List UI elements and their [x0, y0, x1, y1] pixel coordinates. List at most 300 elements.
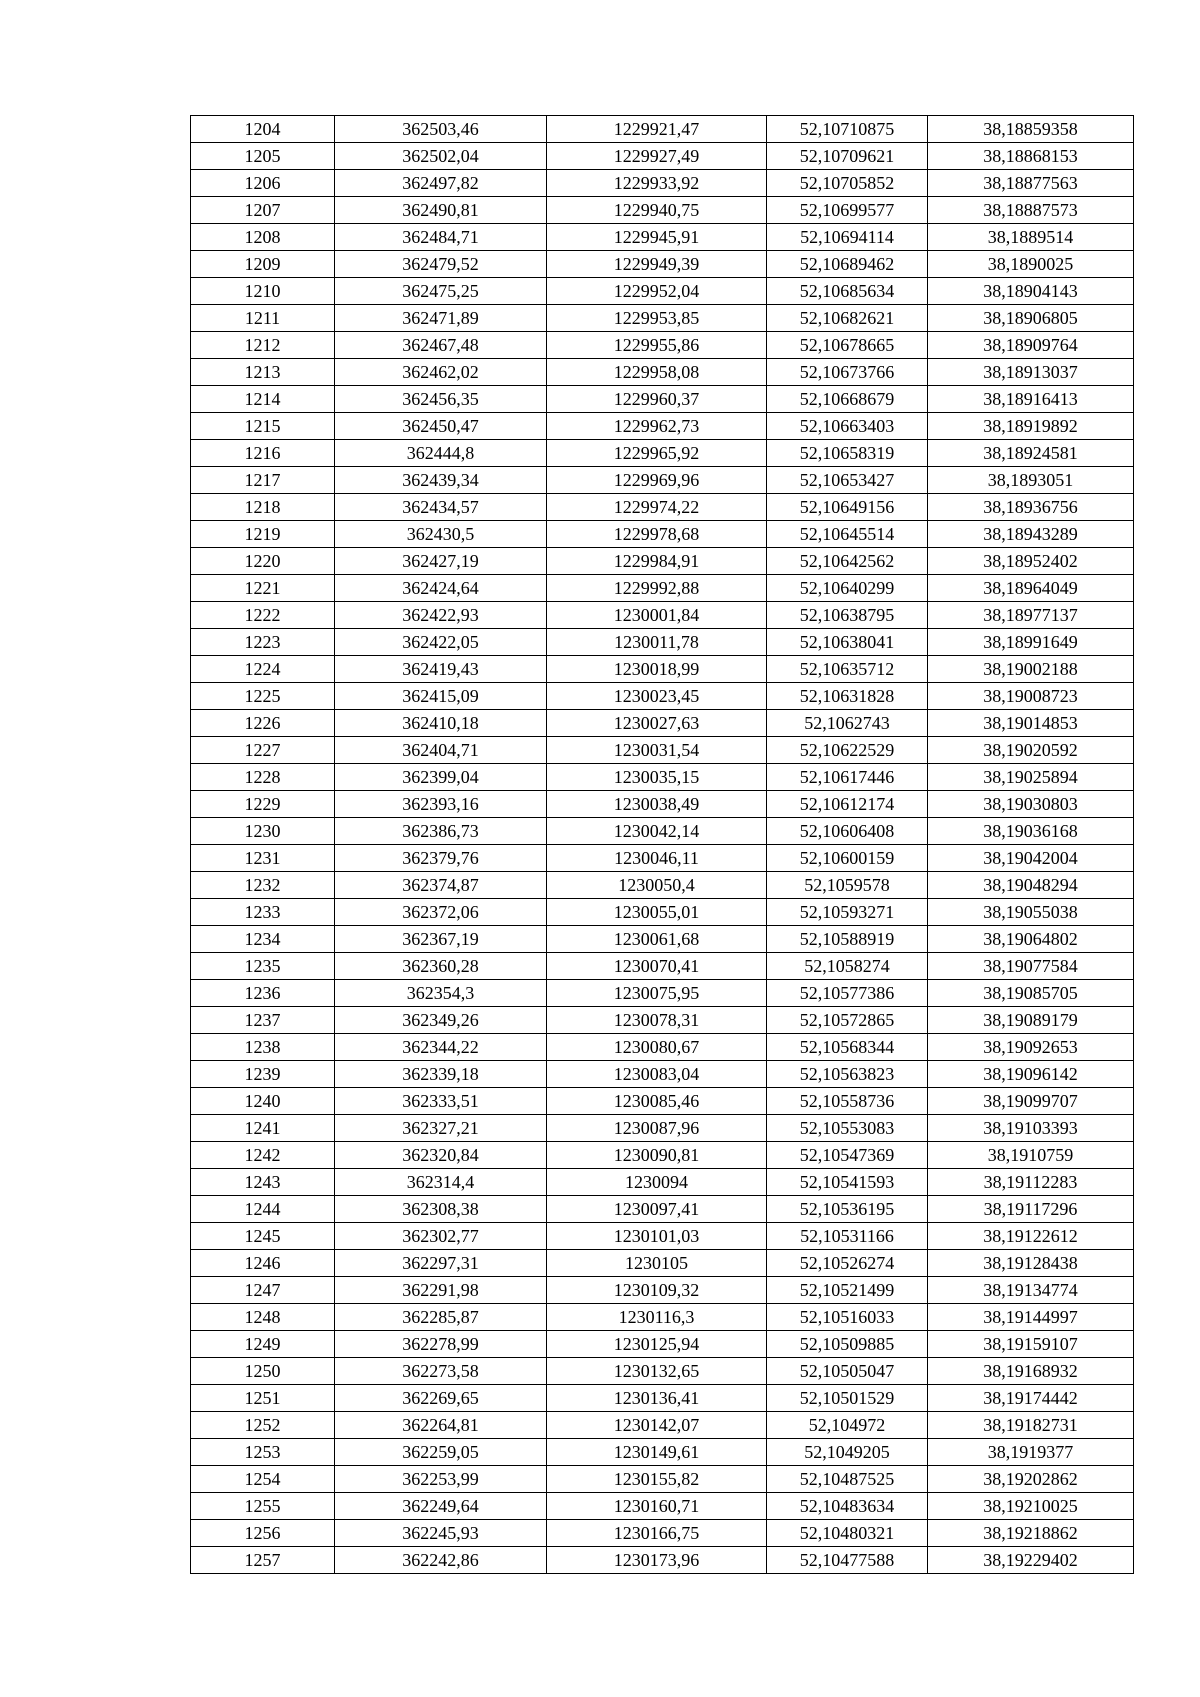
latitude-cell: 52,10617446	[767, 764, 928, 791]
latitude-cell: 52,10658319	[767, 440, 928, 467]
latitude-cell: 52,10663403	[767, 413, 928, 440]
x-coordinate-cell: 362410,18	[335, 710, 547, 737]
x-coordinate-cell: 362245,93	[335, 1520, 547, 1547]
y-coordinate-cell: 1229958,08	[547, 359, 767, 386]
table-row	[191, 1358, 1134, 1385]
latitude-cell: 52,10526274	[767, 1250, 928, 1277]
y-coordinate-cell: 1229940,75	[547, 197, 767, 224]
x-coordinate-cell: 362399,04	[335, 764, 547, 791]
table-row	[191, 1439, 1134, 1466]
longitude-cell: 38,19229402	[928, 1547, 1134, 1574]
table-row	[191, 899, 1134, 926]
longitude-cell: 38,18904143	[928, 278, 1134, 305]
longitude-cell: 38,19174442	[928, 1385, 1134, 1412]
x-coordinate-cell: 362450,47	[335, 413, 547, 440]
longitude-cell: 38,19002188	[928, 656, 1134, 683]
point-number-cell: 1210	[191, 278, 335, 305]
point-number-cell: 1220	[191, 548, 335, 575]
longitude-cell: 38,19096142	[928, 1061, 1134, 1088]
point-number-cell: 1204	[191, 116, 335, 143]
longitude-cell: 38,1919377	[928, 1439, 1134, 1466]
x-coordinate-cell: 362269,65	[335, 1385, 547, 1412]
table-row	[191, 143, 1134, 170]
x-coordinate-cell: 362503,46	[335, 116, 547, 143]
y-coordinate-cell: 1229945,91	[547, 224, 767, 251]
x-coordinate-cell: 362430,5	[335, 521, 547, 548]
x-coordinate-cell: 362415,09	[335, 683, 547, 710]
table-row	[191, 656, 1134, 683]
longitude-cell: 38,19202862	[928, 1466, 1134, 1493]
x-coordinate-cell: 362354,3	[335, 980, 547, 1007]
latitude-cell: 52,10645514	[767, 521, 928, 548]
point-number-cell: 1231	[191, 845, 335, 872]
table-row	[191, 980, 1134, 1007]
latitude-cell: 52,10505047	[767, 1358, 928, 1385]
latitude-cell: 52,10678665	[767, 332, 928, 359]
y-coordinate-cell: 1230075,95	[547, 980, 767, 1007]
table-row	[191, 224, 1134, 251]
table-row	[191, 1142, 1134, 1169]
point-number-cell: 1212	[191, 332, 335, 359]
y-coordinate-cell: 1230083,04	[547, 1061, 767, 1088]
y-coordinate-cell: 1230038,49	[547, 791, 767, 818]
y-coordinate-cell: 1229969,96	[547, 467, 767, 494]
latitude-cell: 52,10694114	[767, 224, 928, 251]
x-coordinate-cell: 362253,99	[335, 1466, 547, 1493]
x-coordinate-cell: 362242,86	[335, 1547, 547, 1574]
point-number-cell: 1241	[191, 1115, 335, 1142]
latitude-cell: 52,10635712	[767, 656, 928, 683]
y-coordinate-cell: 1230080,67	[547, 1034, 767, 1061]
point-number-cell: 1237	[191, 1007, 335, 1034]
table-row	[191, 197, 1134, 224]
y-coordinate-cell: 1229974,22	[547, 494, 767, 521]
y-coordinate-cell: 1229984,91	[547, 548, 767, 575]
latitude-cell: 52,10536195	[767, 1196, 928, 1223]
x-coordinate-cell: 362379,76	[335, 845, 547, 872]
point-number-cell: 1229	[191, 791, 335, 818]
table-row	[191, 1115, 1134, 1142]
y-coordinate-cell: 1230031,54	[547, 737, 767, 764]
table-row	[191, 251, 1134, 278]
point-number-cell: 1222	[191, 602, 335, 629]
x-coordinate-cell: 362264,81	[335, 1412, 547, 1439]
latitude-cell: 52,10521499	[767, 1277, 928, 1304]
point-number-cell: 1228	[191, 764, 335, 791]
table-row	[191, 1034, 1134, 1061]
y-coordinate-cell: 1230173,96	[547, 1547, 767, 1574]
table-row	[191, 683, 1134, 710]
table-row	[191, 1061, 1134, 1088]
point-number-cell: 1249	[191, 1331, 335, 1358]
point-number-cell: 1247	[191, 1277, 335, 1304]
y-coordinate-cell: 1230078,31	[547, 1007, 767, 1034]
y-coordinate-cell: 1230055,01	[547, 899, 767, 926]
longitude-cell: 38,18952402	[928, 548, 1134, 575]
longitude-cell: 38,19089179	[928, 1007, 1134, 1034]
x-coordinate-cell: 362367,19	[335, 926, 547, 953]
x-coordinate-cell: 362456,35	[335, 386, 547, 413]
table-row	[191, 602, 1134, 629]
latitude-cell: 52,10710875	[767, 116, 928, 143]
point-number-cell: 1226	[191, 710, 335, 737]
latitude-cell: 52,10531166	[767, 1223, 928, 1250]
latitude-cell: 52,10606408	[767, 818, 928, 845]
x-coordinate-cell: 362320,84	[335, 1142, 547, 1169]
longitude-cell: 38,1893051	[928, 467, 1134, 494]
x-coordinate-cell: 362333,51	[335, 1088, 547, 1115]
point-number-cell: 1219	[191, 521, 335, 548]
point-number-cell: 1251	[191, 1385, 335, 1412]
latitude-cell: 52,10668679	[767, 386, 928, 413]
y-coordinate-cell: 1230087,96	[547, 1115, 767, 1142]
x-coordinate-cell: 362424,64	[335, 575, 547, 602]
latitude-cell: 52,10682621	[767, 305, 928, 332]
y-coordinate-cell: 1230097,41	[547, 1196, 767, 1223]
point-number-cell: 1256	[191, 1520, 335, 1547]
y-coordinate-cell: 1230109,32	[547, 1277, 767, 1304]
point-number-cell: 1217	[191, 467, 335, 494]
point-number-cell: 1207	[191, 197, 335, 224]
point-number-cell: 1208	[191, 224, 335, 251]
y-coordinate-cell: 1230061,68	[547, 926, 767, 953]
y-coordinate-cell: 1230160,71	[547, 1493, 767, 1520]
longitude-cell: 38,18859358	[928, 116, 1134, 143]
x-coordinate-cell: 362360,28	[335, 953, 547, 980]
y-coordinate-cell: 1230132,65	[547, 1358, 767, 1385]
latitude-cell: 52,10516033	[767, 1304, 928, 1331]
table-row	[191, 575, 1134, 602]
latitude-cell: 52,10642562	[767, 548, 928, 575]
y-coordinate-cell: 1230070,41	[547, 953, 767, 980]
latitude-cell: 52,104972	[767, 1412, 928, 1439]
longitude-cell: 38,19025894	[928, 764, 1134, 791]
y-coordinate-cell: 1230085,46	[547, 1088, 767, 1115]
latitude-cell: 52,10631828	[767, 683, 928, 710]
table-row	[191, 1493, 1134, 1520]
longitude-cell: 38,18936756	[928, 494, 1134, 521]
point-number-cell: 1232	[191, 872, 335, 899]
longitude-cell: 38,18868153	[928, 143, 1134, 170]
y-coordinate-cell: 1230023,45	[547, 683, 767, 710]
latitude-cell: 52,10689462	[767, 251, 928, 278]
y-coordinate-cell: 1230018,99	[547, 656, 767, 683]
y-coordinate-cell: 1229953,85	[547, 305, 767, 332]
longitude-cell: 38,1890025	[928, 251, 1134, 278]
latitude-cell: 52,10685634	[767, 278, 928, 305]
point-number-cell: 1244	[191, 1196, 335, 1223]
x-coordinate-cell: 362297,31	[335, 1250, 547, 1277]
table-row	[191, 359, 1134, 386]
y-coordinate-cell: 1229962,73	[547, 413, 767, 440]
y-coordinate-cell: 1229921,47	[547, 116, 767, 143]
table-row	[191, 386, 1134, 413]
longitude-cell: 38,18877563	[928, 170, 1134, 197]
longitude-cell: 38,19085705	[928, 980, 1134, 1007]
table-row	[191, 1088, 1134, 1115]
table-row	[191, 818, 1134, 845]
latitude-cell: 52,1049205	[767, 1439, 928, 1466]
table-row	[191, 116, 1134, 143]
point-number-cell: 1239	[191, 1061, 335, 1088]
table-row	[191, 170, 1134, 197]
table-row	[191, 1520, 1134, 1547]
y-coordinate-cell: 1229952,04	[547, 278, 767, 305]
y-coordinate-cell: 1229965,92	[547, 440, 767, 467]
table-row	[191, 1250, 1134, 1277]
x-coordinate-cell: 362339,18	[335, 1061, 547, 1088]
longitude-cell: 38,18924581	[928, 440, 1134, 467]
point-number-cell: 1242	[191, 1142, 335, 1169]
longitude-cell: 38,19036168	[928, 818, 1134, 845]
x-coordinate-cell: 362372,06	[335, 899, 547, 926]
table-row	[191, 1331, 1134, 1358]
point-number-cell: 1257	[191, 1547, 335, 1574]
point-number-cell: 1250	[191, 1358, 335, 1385]
longitude-cell: 38,19099707	[928, 1088, 1134, 1115]
latitude-cell: 52,10588919	[767, 926, 928, 953]
x-coordinate-cell: 362475,25	[335, 278, 547, 305]
latitude-cell: 52,10638795	[767, 602, 928, 629]
latitude-cell: 52,10653427	[767, 467, 928, 494]
table-row	[191, 521, 1134, 548]
x-coordinate-cell: 362249,64	[335, 1493, 547, 1520]
latitude-cell: 52,10600159	[767, 845, 928, 872]
point-number-cell: 1246	[191, 1250, 335, 1277]
x-coordinate-cell: 362285,87	[335, 1304, 547, 1331]
point-number-cell: 1235	[191, 953, 335, 980]
y-coordinate-cell: 1230149,61	[547, 1439, 767, 1466]
latitude-cell: 52,10612174	[767, 791, 928, 818]
point-number-cell: 1233	[191, 899, 335, 926]
longitude-cell: 38,19218862	[928, 1520, 1134, 1547]
point-number-cell: 1218	[191, 494, 335, 521]
coordinates-table-body	[191, 116, 1134, 1574]
latitude-cell: 52,10487525	[767, 1466, 928, 1493]
point-number-cell: 1236	[191, 980, 335, 1007]
longitude-cell: 38,18964049	[928, 575, 1134, 602]
y-coordinate-cell: 1230035,15	[547, 764, 767, 791]
point-number-cell: 1253	[191, 1439, 335, 1466]
point-number-cell: 1224	[191, 656, 335, 683]
latitude-cell: 52,10509885	[767, 1331, 928, 1358]
y-coordinate-cell: 1230011,78	[547, 629, 767, 656]
longitude-cell: 38,19008723	[928, 683, 1134, 710]
longitude-cell: 38,19168932	[928, 1358, 1134, 1385]
table-row	[191, 413, 1134, 440]
x-coordinate-cell: 362422,93	[335, 602, 547, 629]
x-coordinate-cell: 362278,99	[335, 1331, 547, 1358]
y-coordinate-cell: 1229960,37	[547, 386, 767, 413]
table-row	[191, 305, 1134, 332]
latitude-cell: 52,10709621	[767, 143, 928, 170]
latitude-cell: 52,10593271	[767, 899, 928, 926]
latitude-cell: 52,10640299	[767, 575, 928, 602]
table-row	[191, 1223, 1134, 1250]
y-coordinate-cell: 1230042,14	[547, 818, 767, 845]
longitude-cell: 38,18913037	[928, 359, 1134, 386]
table-row	[191, 629, 1134, 656]
x-coordinate-cell: 362273,58	[335, 1358, 547, 1385]
longitude-cell: 38,19122612	[928, 1223, 1134, 1250]
table-row	[191, 737, 1134, 764]
longitude-cell: 38,18909764	[928, 332, 1134, 359]
longitude-cell: 38,1910759	[928, 1142, 1134, 1169]
x-coordinate-cell: 362427,19	[335, 548, 547, 575]
x-coordinate-cell: 362471,89	[335, 305, 547, 332]
longitude-cell: 38,19014853	[928, 710, 1134, 737]
point-number-cell: 1216	[191, 440, 335, 467]
x-coordinate-cell: 362344,22	[335, 1034, 547, 1061]
y-coordinate-cell: 1230125,94	[547, 1331, 767, 1358]
longitude-cell: 38,18906805	[928, 305, 1134, 332]
point-number-cell: 1211	[191, 305, 335, 332]
latitude-cell: 52,10622529	[767, 737, 928, 764]
point-number-cell: 1227	[191, 737, 335, 764]
x-coordinate-cell: 362490,81	[335, 197, 547, 224]
latitude-cell: 52,1058274	[767, 953, 928, 980]
x-coordinate-cell: 362302,77	[335, 1223, 547, 1250]
point-number-cell: 1252	[191, 1412, 335, 1439]
x-coordinate-cell: 362419,43	[335, 656, 547, 683]
x-coordinate-cell: 362422,05	[335, 629, 547, 656]
y-coordinate-cell: 1230094	[547, 1169, 767, 1196]
point-number-cell: 1214	[191, 386, 335, 413]
table-row	[191, 332, 1134, 359]
longitude-cell: 38,19077584	[928, 953, 1134, 980]
y-coordinate-cell: 1230101,03	[547, 1223, 767, 1250]
y-coordinate-cell: 1230001,84	[547, 602, 767, 629]
point-number-cell: 1254	[191, 1466, 335, 1493]
latitude-cell: 52,10483634	[767, 1493, 928, 1520]
x-coordinate-cell: 362467,48	[335, 332, 547, 359]
x-coordinate-cell: 362479,52	[335, 251, 547, 278]
x-coordinate-cell: 362386,73	[335, 818, 547, 845]
latitude-cell: 52,10547369	[767, 1142, 928, 1169]
y-coordinate-cell: 1229949,39	[547, 251, 767, 278]
longitude-cell: 38,19128438	[928, 1250, 1134, 1277]
y-coordinate-cell: 1230046,11	[547, 845, 767, 872]
x-coordinate-cell: 362349,26	[335, 1007, 547, 1034]
table-row	[191, 1277, 1134, 1304]
latitude-cell: 52,10638041	[767, 629, 928, 656]
longitude-cell: 38,19144997	[928, 1304, 1134, 1331]
y-coordinate-cell: 1229955,86	[547, 332, 767, 359]
latitude-cell: 52,10572865	[767, 1007, 928, 1034]
latitude-cell: 52,10541593	[767, 1169, 928, 1196]
point-number-cell: 1230	[191, 818, 335, 845]
point-number-cell: 1215	[191, 413, 335, 440]
longitude-cell: 38,19134774	[928, 1277, 1134, 1304]
y-coordinate-cell: 1230116,3	[547, 1304, 767, 1331]
y-coordinate-cell: 1230136,41	[547, 1385, 767, 1412]
point-number-cell: 1221	[191, 575, 335, 602]
table-row	[191, 494, 1134, 521]
point-number-cell: 1255	[191, 1493, 335, 1520]
x-coordinate-cell: 362308,38	[335, 1196, 547, 1223]
longitude-cell: 38,18991649	[928, 629, 1134, 656]
latitude-cell: 52,10705852	[767, 170, 928, 197]
table-row	[191, 953, 1134, 980]
x-coordinate-cell: 362434,57	[335, 494, 547, 521]
longitude-cell: 38,18919892	[928, 413, 1134, 440]
table-row	[191, 548, 1134, 575]
y-coordinate-cell: 1229992,88	[547, 575, 767, 602]
x-coordinate-cell: 362374,87	[335, 872, 547, 899]
longitude-cell: 38,19042004	[928, 845, 1134, 872]
latitude-cell: 52,1059578	[767, 872, 928, 899]
x-coordinate-cell: 362484,71	[335, 224, 547, 251]
longitude-cell: 38,19055038	[928, 899, 1134, 926]
table-row	[191, 1304, 1134, 1331]
y-coordinate-cell: 1229933,92	[547, 170, 767, 197]
longitude-cell: 38,19117296	[928, 1196, 1134, 1223]
y-coordinate-cell: 1230050,4	[547, 872, 767, 899]
y-coordinate-cell: 1230027,63	[547, 710, 767, 737]
latitude-cell: 52,10558736	[767, 1088, 928, 1115]
y-coordinate-cell: 1230105	[547, 1250, 767, 1277]
point-number-cell: 1213	[191, 359, 335, 386]
table-row	[191, 791, 1134, 818]
x-coordinate-cell: 362393,16	[335, 791, 547, 818]
latitude-cell: 52,10563823	[767, 1061, 928, 1088]
point-number-cell: 1238	[191, 1034, 335, 1061]
latitude-cell: 52,10649156	[767, 494, 928, 521]
x-coordinate-cell: 362444,8	[335, 440, 547, 467]
longitude-cell: 38,19103393	[928, 1115, 1134, 1142]
longitude-cell: 38,19064802	[928, 926, 1134, 953]
point-number-cell: 1234	[191, 926, 335, 953]
table-row	[191, 1547, 1134, 1574]
point-number-cell: 1248	[191, 1304, 335, 1331]
point-number-cell: 1245	[191, 1223, 335, 1250]
point-number-cell: 1225	[191, 683, 335, 710]
longitude-cell: 38,19210025	[928, 1493, 1134, 1520]
table-row	[191, 1007, 1134, 1034]
longitude-cell: 38,19112283	[928, 1169, 1134, 1196]
table-row	[191, 845, 1134, 872]
x-coordinate-cell: 362314,4	[335, 1169, 547, 1196]
latitude-cell: 52,10480321	[767, 1520, 928, 1547]
latitude-cell: 52,10699577	[767, 197, 928, 224]
latitude-cell: 52,10501529	[767, 1385, 928, 1412]
x-coordinate-cell: 362291,98	[335, 1277, 547, 1304]
y-coordinate-cell: 1230090,81	[547, 1142, 767, 1169]
latitude-cell: 52,10577386	[767, 980, 928, 1007]
point-number-cell: 1206	[191, 170, 335, 197]
x-coordinate-cell: 362259,05	[335, 1439, 547, 1466]
y-coordinate-cell: 1230166,75	[547, 1520, 767, 1547]
longitude-cell: 38,19030803	[928, 791, 1134, 818]
x-coordinate-cell: 362439,34	[335, 467, 547, 494]
longitude-cell: 38,19182731	[928, 1412, 1134, 1439]
coordinates-table	[190, 115, 1134, 1574]
y-coordinate-cell: 1230142,07	[547, 1412, 767, 1439]
table-row	[191, 764, 1134, 791]
y-coordinate-cell: 1229978,68	[547, 521, 767, 548]
point-number-cell: 1209	[191, 251, 335, 278]
x-coordinate-cell: 362404,71	[335, 737, 547, 764]
longitude-cell: 38,19048294	[928, 872, 1134, 899]
latitude-cell: 52,10553083	[767, 1115, 928, 1142]
table-row	[191, 710, 1134, 737]
x-coordinate-cell: 362462,02	[335, 359, 547, 386]
x-coordinate-cell: 362497,82	[335, 170, 547, 197]
table-row	[191, 926, 1134, 953]
table-row	[191, 872, 1134, 899]
y-coordinate-cell: 1229927,49	[547, 143, 767, 170]
latitude-cell: 52,10477588	[767, 1547, 928, 1574]
